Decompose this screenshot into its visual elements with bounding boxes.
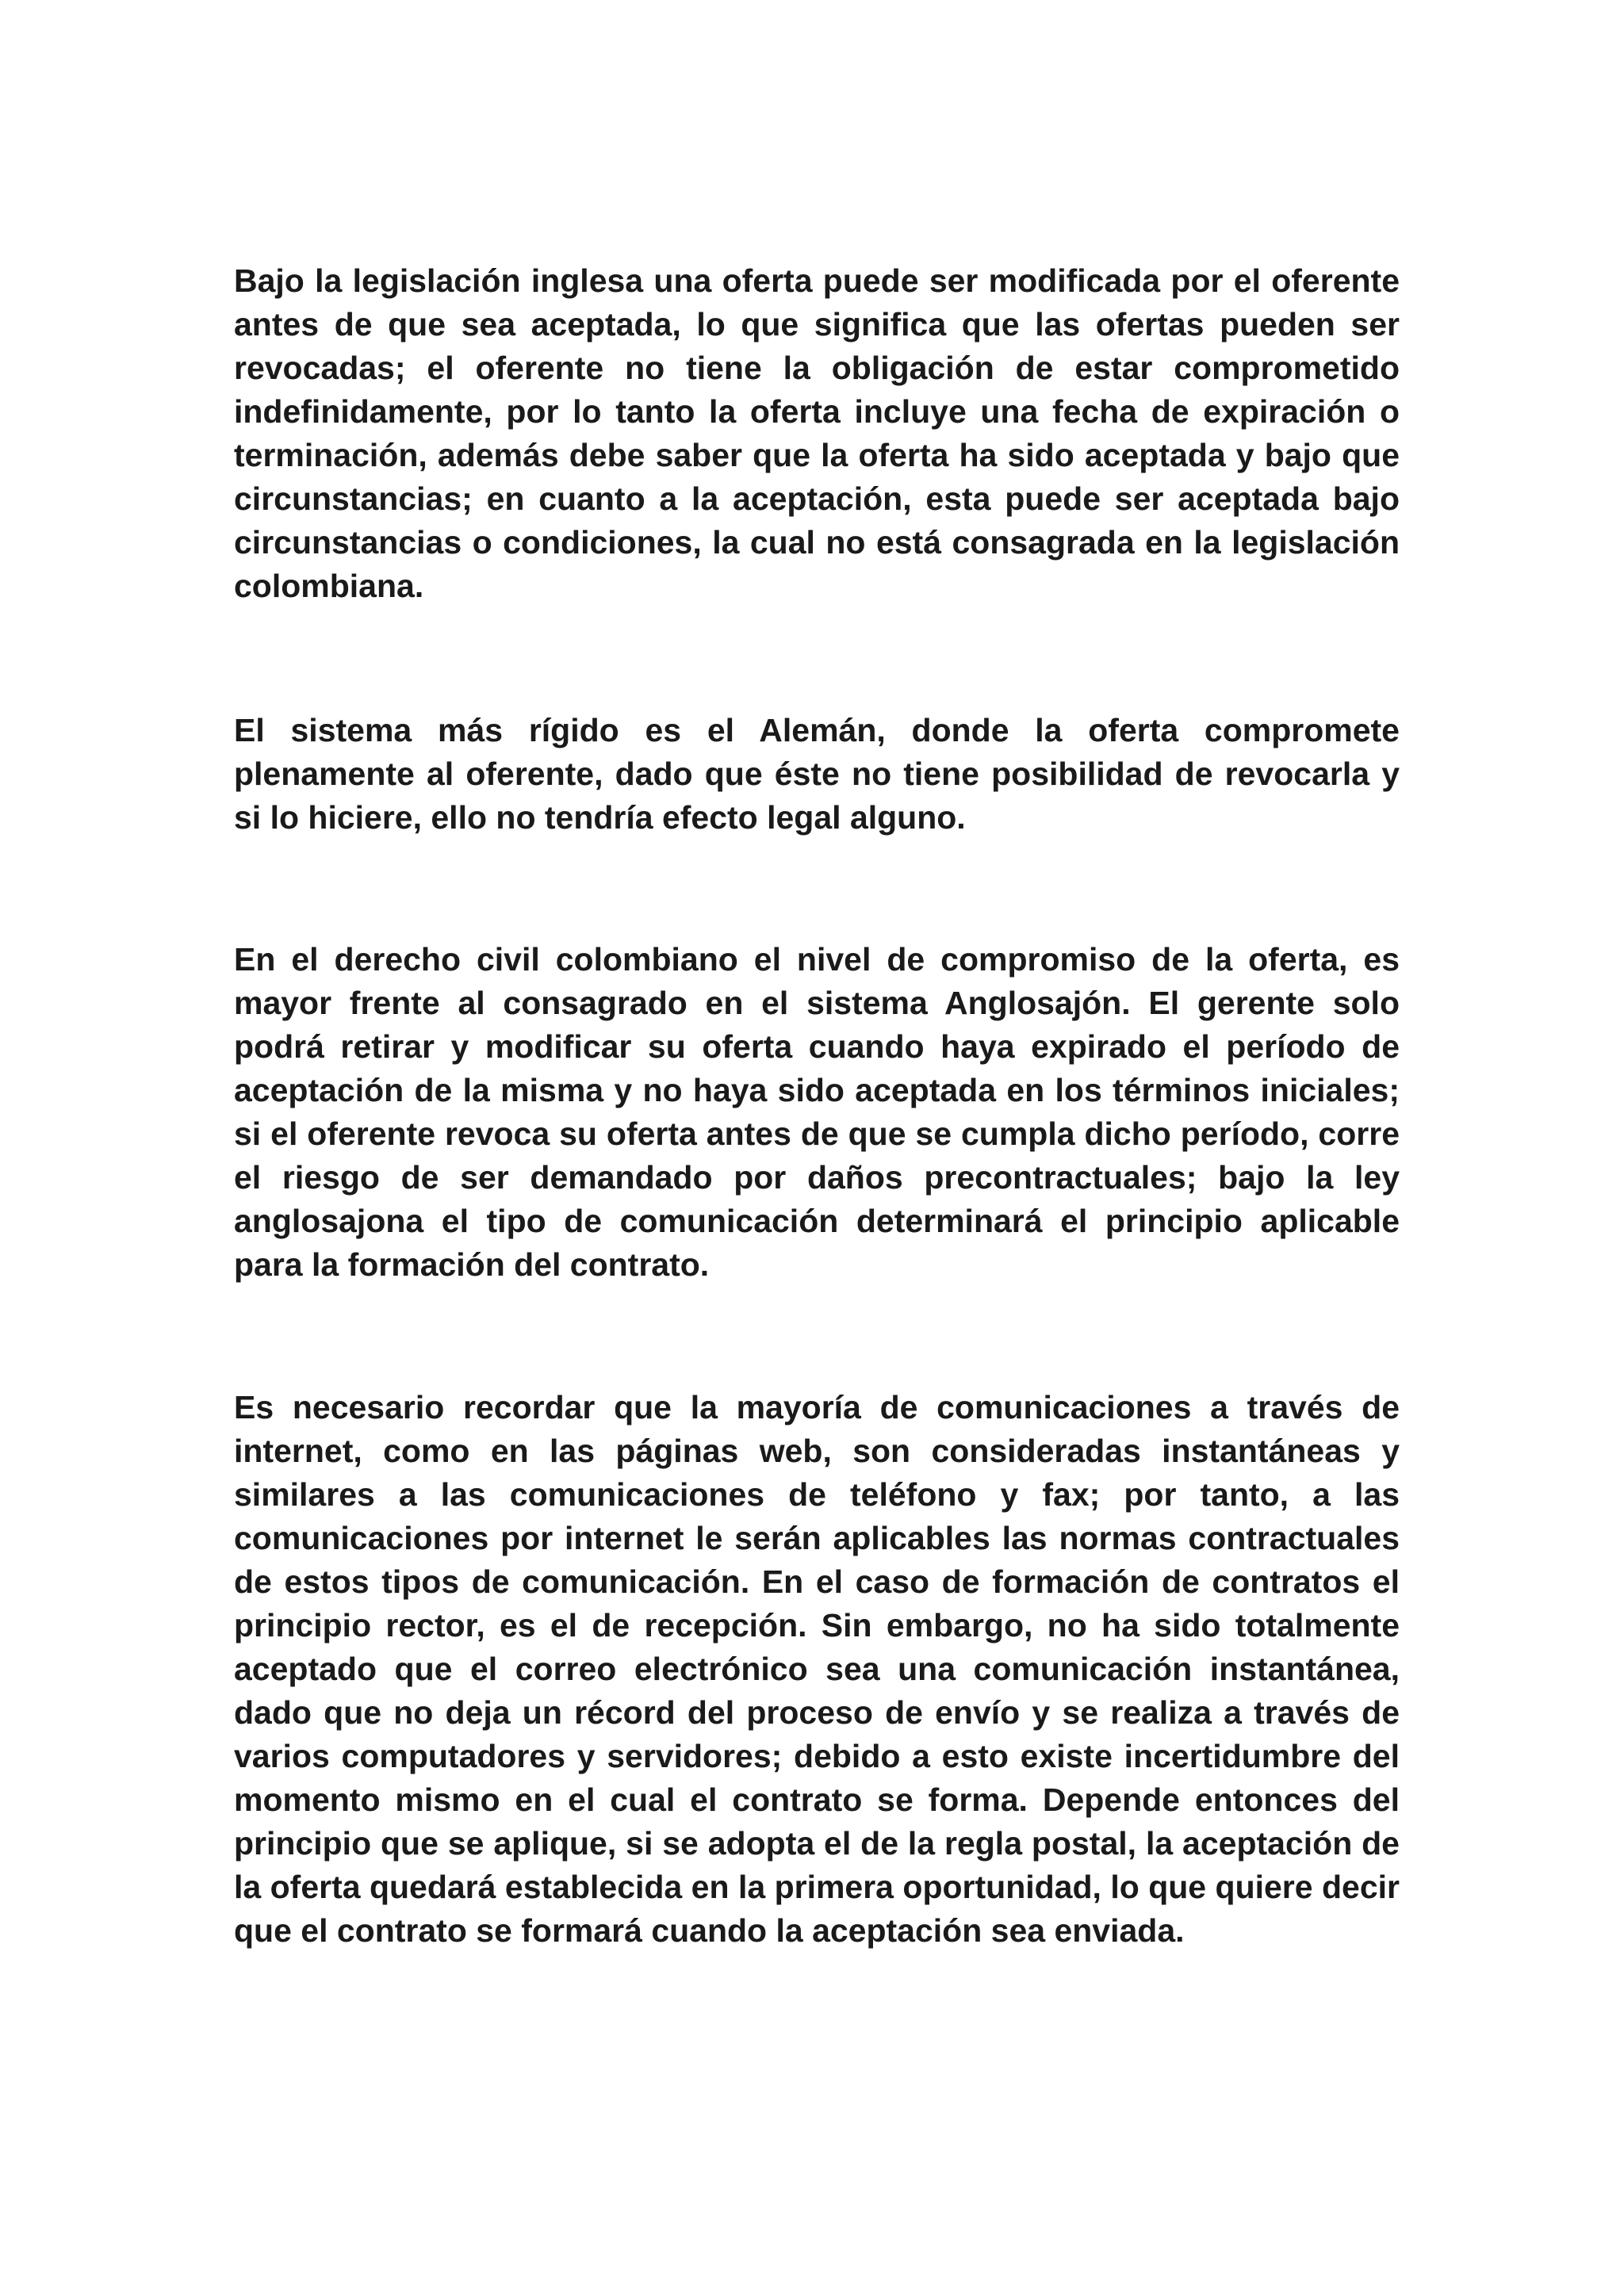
paragraph-internet-communications: Es necesario recordar que la mayoría de comunicaciones a través de internet, como en las páginas web, son consideradas instantáneas y similares a las comunicaciones de teléfono y fax; por tanto, a las comunicaciones por internet le serán aplicables las normas contractuales de estos tipos de comunicación. En el caso de formación de contratos el principio rector, es el de recepción. Sin embargo, no ha sido totalmente aceptado que el correo electrónico sea una comunicación instantánea, dado que no deja un récord del proceso de envío y se realiza a través de varios computadores y servidores; debido a esto existe incertidumbre del momento mismo en el cual el contrato se forma. Depende entonces del principio que se aplique, si se adopta el de la regla postal, la aceptación de la oferta quedará establecida en la primera oportunidad, lo que quiere decir que el contrato se formará cuando la aceptación sea enviada. (234, 1389, 1400, 1949)
paragraph-english-law: Bajo la legislación inglesa una oferta puede ser modificada por el oferente antes de que sea aceptada, lo que significa que las ofertas pueden ser revocadas; el oferente no tiene la obligación de estar comprometido indefinidamente, por lo tanto la oferta incluye una fecha de expiración o terminación, además debe saber que la oferta ha sido aceptada y bajo que circunstancias; en cuanto a la aceptación, esta puede ser aceptada bajo circunstancias o condiciones, la cual no está consagrada en la legislación colombiana. (234, 262, 1400, 604)
paragraph-german-system: El sistema más rígido es el Alemán, donde la oferta compromete plenamente al oferente, dado que éste no tiene posibilidad de revocarla y si lo hiciere, ello no tendría efecto legal alguno. (234, 712, 1400, 836)
paragraph-colombian-civil-law: En el derecho civil colombiano el nivel de compromiso de la oferta, es mayor frente al consagrado en el sistema Anglosajón. El gerente solo podrá retirar y modificar su oferta cuando haya expirado el período de aceptación de la misma y no haya sido aceptada en los términos iniciales; si el oferente revoca su oferta antes de que se cumpla dicho período, corre el riesgo de ser demandado por daños precontractuales; bajo la ley anglosajona el tipo de comunicación determinará el principio aplicable para la formación del contrato. (234, 941, 1400, 1283)
